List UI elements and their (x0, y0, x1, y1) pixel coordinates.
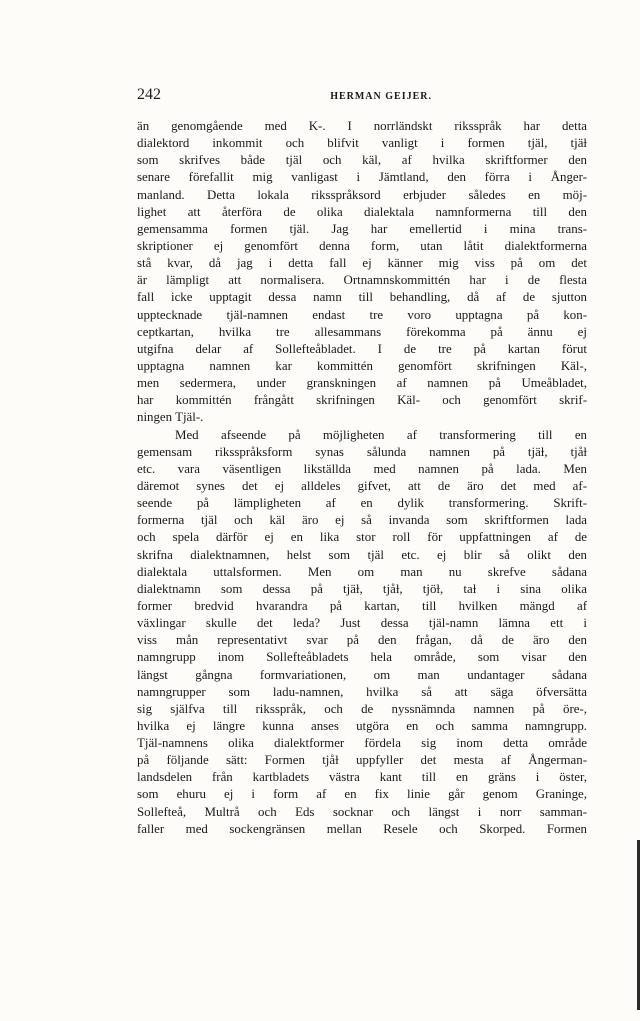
text-line: former bredvid hvarandra på kartan, till hvilken mängd af (137, 598, 587, 613)
text-line: fall icke upptagit dessa namn till behandling, då af de sjutton (137, 290, 587, 305)
text-line: gemensam riksspråksform synas sålunda namnen på tjäɫ, tjåɫ (137, 444, 587, 459)
text-line: men sedermera, under granskningen af namnen på Umeåbladet, (137, 376, 587, 391)
text-line: som ehuru ej i form af en fix linie går genom Graninge, (137, 787, 587, 802)
text-line: på följande sätt: Formen tjåɫ uppfyller det mesta af Ångerman- (137, 753, 587, 768)
text-line: som skrifves både tjäl och käl, af hvilka skriftformer den (137, 153, 587, 168)
page-number: 242 (137, 86, 161, 103)
text-line: dialektala uttalsformen. Men om man nu skrefve sådana (137, 564, 587, 579)
text-line: senare förefallit mig vanligast i Jämtland, den förra i Ånger- (137, 170, 587, 185)
text-line: dialektord inkommit och blifvit vanligt i formen tjäl, tjäɫ (137, 136, 587, 151)
text-line: etc. vara väsentligen likställda med namnen på lada. Men (137, 461, 587, 476)
text-line: växlingar skulle det leda? Just dessa tjäl-namn lämna ett i (137, 616, 587, 631)
text-line: dialektnamn som dessa på tjäɫ, tjåɫ, tjöɫ, taɫ i sina olika (137, 581, 587, 596)
body-text (137, 118, 587, 838)
document-page (137, 86, 587, 838)
running-head: HERMAN GEIJER. (330, 91, 432, 102)
text-line: sig själfva till riksspråk, och de nyssnämnda namnen på öre-, (137, 701, 587, 716)
text-line: är lämpligt att normalisera. Ortnamnskommittén har i de flesta (137, 273, 587, 288)
page-header (137, 86, 587, 110)
text-line: gemensamma formen tjäl. Jag har emellertid i mina trans- (137, 221, 587, 236)
text-line: däremot synes det ej alldeles gifvet, att de äro det med af- (137, 478, 587, 493)
text-line: namngrupper som ladu-namnen, hvilka så att säga öfversätta (137, 684, 587, 699)
text-line: landsdelen från kartbladets västra kant till en gräns i öster, (137, 770, 587, 785)
text-line: viss mån representativt svar på den frågan, då de äro den (137, 633, 587, 648)
text-line: namngrupp inom Sollefteåbladets hela område, som visar den (137, 650, 587, 665)
text-line: lighet att återföra de olika dialektala namnformerna till den (137, 204, 587, 219)
text-line: har kommittén frångått skrifningen Käl- och genomfört skrif- (137, 393, 587, 408)
text-line: skriptioner ej genomfört denna form, utan låtit dialektformerna (137, 238, 587, 253)
text-line: upptecknade tjäl-namnen endast tre voro upptagna på kon- (137, 307, 587, 322)
text-line: manland. Detta lokala riksspråksord erbjuder således en möj- (137, 187, 587, 202)
text-line: utgifna delar af Sollefteåbladet. I de tre på kartan förut (137, 341, 587, 356)
text-line: formerna tjäl och käl äro ej så invanda som skriftformen lada (137, 513, 587, 528)
text-line: än genomgående med K-. I norrländskt riksspråk har detta (137, 119, 587, 133)
text-line: faller med sockengränsen mellan Resele och Skorped. Formen (137, 821, 587, 836)
text-line: ceptkartan, hvilka tre allesammans förekomma på ännu ej (137, 324, 587, 339)
text-line: stå kvar, då jag i detta fall ej känner mig viss på om det (137, 256, 587, 271)
text-line: hvilka ej längre kunna anses utgöra en och samma namngrupp. (137, 718, 587, 733)
text-line: Tjäl-namnens olika dialektformer fördela sig inom detta område (137, 736, 587, 751)
text-line: skrifna dialektnamnen, helst som tjäl etc. ej blir så olikt den (137, 547, 587, 562)
text-line: upptagna namnen kar kommittén genomfört skrifningen Käl-, (137, 358, 587, 373)
text-line: seende på lämpligheten af en dylik transformering. Skrift- (137, 496, 587, 511)
text-line: längst gångna formvariationen, om man undantager sådana (137, 667, 587, 682)
text-line: Sollefteå, Multrå och Eds socknar och längst i norr samman- (137, 804, 587, 819)
text-line: och spela därför ej en lika stor roll för uppfattningen af de (137, 530, 587, 545)
text-line: ningen Tjäl-. (137, 410, 204, 425)
text-line: Med afseende på möjligheten af transformering till en (175, 427, 587, 442)
